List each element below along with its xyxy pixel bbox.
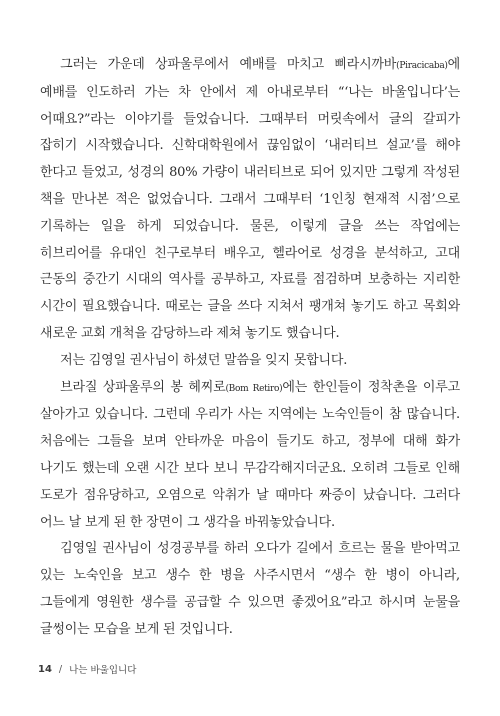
paragraph-3 xyxy=(40,375,460,537)
paragraph-1 xyxy=(40,52,460,348)
paragraph-1-latin-gloss: (Piracicaba) xyxy=(396,61,448,71)
page-footer xyxy=(38,662,136,676)
paragraph-4: 김영일 권사님이 성경공부를 하러 오다가 길에서 흐르는 물을 받아먹고 있는 노숙인을 보고 생수 한 병을 사주시면서 “생수 한 병이 아니라, 그들에게 영원한 생수를 공급할 수 있으면 좋겠어요”라고 하시며 눈물을 글썽이는 모습을 보게 된 것입니다. xyxy=(40,541,460,637)
paragraph-1-text-a: 그러는 가운데 상파울루에서 예배를 마치고 삐라시까바 xyxy=(60,57,397,72)
paragraph-1-text-c: 에 예배를 인도하러 가는 차 안에서 제 아내로부터 “‘나는 바울입니다’는 어때요?”라는 이야기를 들었습니다. 그때부터 머릿속에서 글의 갈피가 잡히기 시작했습니다. 신학대학원에서 끊임없이 ‘내러티브 설교’를 해야 한다고 들었고, 성경의 80% 가량이 내러티브로 되어 있지만 그렇게 작성된 책을 만나본 적은 없었습니다. 그래서 그때부터 ‘1인칭 현재적 시점’으로 기록하는 일을 하게 되었습니다. 물론, 이렇게 글을 쓰는 작업에는 히브리어를 유대인 친구로부터 배우고, 헬라어로 성경을 분석하고, 고대 근동의 중간기 시대의 역사를 공부하고, 자료를 점검하며 보충하는 지리한 시간이 필요했습니다. 때로는 글을 쓰다 지쳐서 팽개쳐 놓기도 하고 목회와 새로운 교회 개척을 감당하느라 제쳐 놓기도 했습니다. xyxy=(40,57,460,341)
paragraph-3-text-a: 브라질 상파울루의 봉 헤찌로 xyxy=(60,379,226,395)
paragraph-3-text-c: 에는 한인들이 정착촌을 이루고 살아가고 있습니다. 그런데 우리가 사는 지역에는 노숙인들이 참 많습니다. 처음에는 그들을 보며 안타까운 마음이 들기도 하고, 정부에 대해 화가 나기도 했는데 오랜 시간 보다 보니 무감각해지더군요. 오히려 그들로 인해 도로가 점유당하고, 오염으로 악취가 날 때마다 짜증이 났습니다. 그러다 어느 날 보게 된 한 장면이 그 생각을 바꿔놓았습니다. xyxy=(40,379,460,530)
page-number: 14 xyxy=(38,663,52,675)
body-text xyxy=(40,52,460,644)
footer-separator: / xyxy=(58,663,63,675)
running-title: 나는 바울입니다 xyxy=(69,665,137,676)
paragraph-2: 저는 김영일 권사님이 하셨던 말씀을 잊지 못합니다. xyxy=(60,352,348,368)
paragraph-3-latin-gloss: (Bom Retiro) xyxy=(225,383,283,394)
